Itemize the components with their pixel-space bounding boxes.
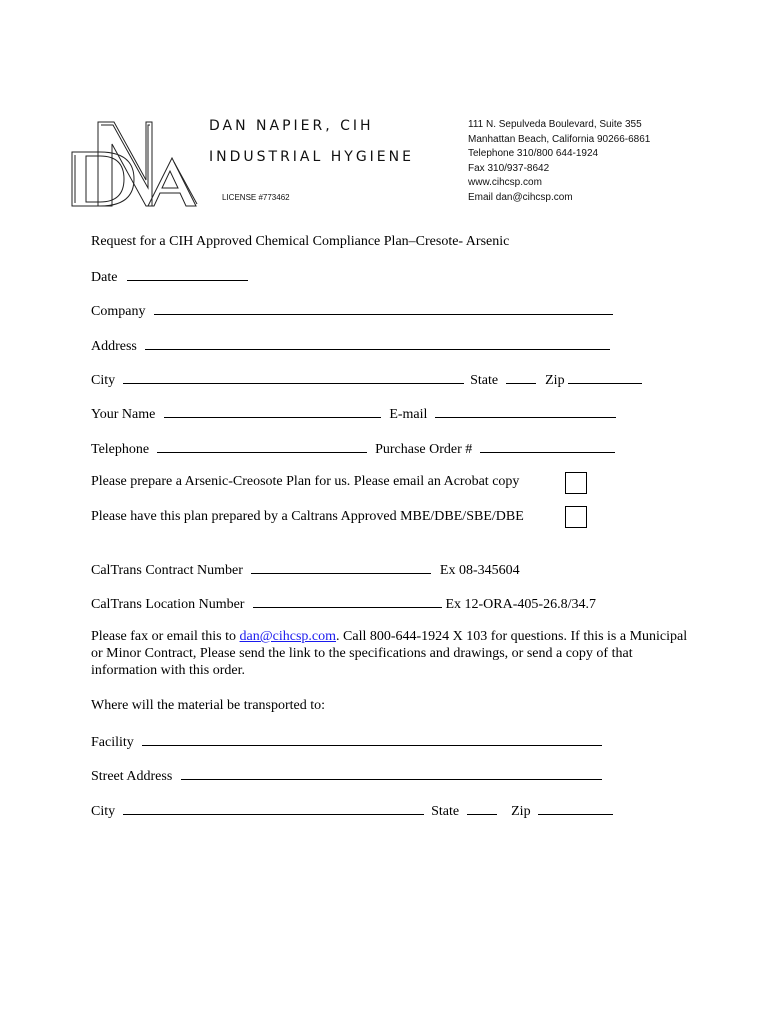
address-block xyxy=(468,118,650,206)
date-label: Date xyxy=(91,270,118,285)
date-field[interactable] xyxy=(127,267,248,281)
mbe-checkbox[interactable] xyxy=(565,506,587,528)
city2-row xyxy=(91,801,613,820)
acrobat-checkbox[interactable] xyxy=(565,472,587,494)
department-name: INDUSTRIAL HYGIENE xyxy=(209,149,414,165)
caltrans-location-row xyxy=(91,594,596,613)
company-field[interactable] xyxy=(154,301,613,315)
facility-label: Facility xyxy=(91,735,134,750)
email-link[interactable]: dan@cihcsp.com xyxy=(239,629,337,644)
city-field[interactable] xyxy=(123,370,464,384)
zip-field[interactable] xyxy=(568,370,642,384)
email-label: E-mail xyxy=(389,407,428,422)
form-title: Request for a CIH Approved Chemical Compliance Plan–Cresote- Arsenic xyxy=(91,234,510,249)
state2-field[interactable] xyxy=(467,801,497,815)
mbe-checkbox-label: Please have this plan prepared by a Caltrans Approved MBE/DBE/SBE/DBE xyxy=(91,509,524,524)
city2-label: City xyxy=(91,804,116,819)
name-email-row xyxy=(91,404,616,423)
purchase-order-label: Purchase Order # xyxy=(375,442,473,457)
zip2-field[interactable] xyxy=(538,801,613,815)
address-city: Manhattan Beach, California 90266-6861 xyxy=(468,133,651,145)
company-logo xyxy=(68,118,200,208)
zip2-label: Zip xyxy=(511,804,531,819)
address-web: www.cihcsp.com xyxy=(468,177,542,189)
purchase-order-field[interactable] xyxy=(480,439,615,453)
your-name-label: Your Name xyxy=(91,407,156,422)
facility-field[interactable] xyxy=(142,732,602,746)
city2-field[interactable] xyxy=(123,801,424,815)
address-label: Address xyxy=(91,339,137,354)
transport-question: Where will the material be transported to: xyxy=(91,698,326,713)
caltrans-contract-label: CalTrans Contract Number xyxy=(91,563,243,578)
date-row xyxy=(91,267,248,286)
telephone-label: Telephone xyxy=(91,442,150,457)
state-field[interactable] xyxy=(506,370,536,384)
telephone-field[interactable] xyxy=(157,439,367,453)
address-fax: Fax 310/937-8642 xyxy=(468,162,550,174)
caltrans-location-field[interactable] xyxy=(253,594,442,608)
acrobat-checkbox-label: Please prepare a Arsenic-Creosote Plan for us. Please email an Acrobat copy xyxy=(91,474,520,489)
zip-label: Zip xyxy=(545,373,565,388)
address-telephone: Telephone 310/800 644-1924 xyxy=(468,148,599,160)
street-address-row xyxy=(91,766,602,785)
street-address-label: Street Address xyxy=(91,769,173,784)
caltrans-location-example: Ex 12-ORA-405-26.8/34.7 xyxy=(445,597,596,612)
instructions-paragraph xyxy=(91,628,691,679)
instructions-post: . Call 800-644-1924 X 103 for questions. If this is a Municipal or Minor Contract, Please send the link to the specifications and drawings, or send a copy of that information with this order. xyxy=(91,629,688,678)
address-email: Email dan@cihcsp.com xyxy=(468,191,573,203)
address-row xyxy=(91,336,610,355)
street-address-field[interactable] xyxy=(181,766,602,780)
company-label: Company xyxy=(91,304,146,319)
city-row xyxy=(91,370,642,389)
city-label: City xyxy=(91,373,116,388)
address-street: 111 N. Sepulveda Boulevard, Suite 355 xyxy=(468,119,642,130)
email-field[interactable] xyxy=(435,404,616,418)
company-row xyxy=(91,301,613,320)
caltrans-contract-example: Ex 08-345604 xyxy=(439,563,520,578)
instructions-pre: Please fax or email this to xyxy=(91,629,240,644)
address-field[interactable] xyxy=(145,336,610,350)
state2-label: State xyxy=(431,804,460,819)
telephone-po-row xyxy=(91,439,615,458)
your-name-field[interactable] xyxy=(164,404,381,418)
license-number: LICENSE #773462 xyxy=(222,193,290,202)
caltrans-contract-field[interactable] xyxy=(251,560,431,574)
caltrans-location-label: CalTrans Location Number xyxy=(91,597,245,612)
state-label: State xyxy=(470,373,499,388)
company-name: DAN NAPIER, CIH xyxy=(209,118,374,134)
caltrans-contract-row xyxy=(91,560,520,579)
facility-row xyxy=(91,732,602,751)
